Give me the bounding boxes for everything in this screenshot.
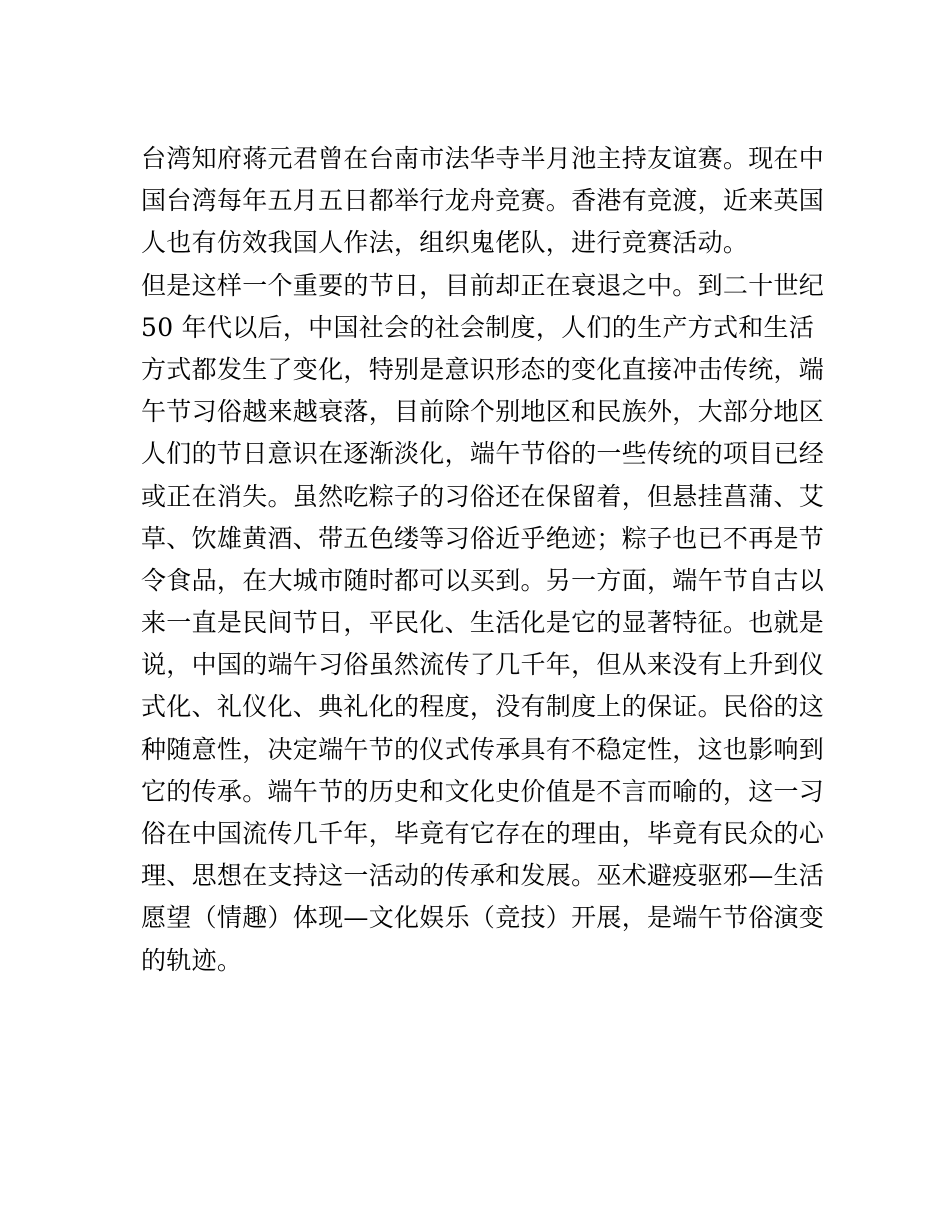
text-line: 人也有仿效我国人作法，组织鬼佬队，进行竞赛活动。 xyxy=(141,228,749,258)
text-line: 的轨迹。 xyxy=(141,945,243,975)
text-line: 或正在消失。虽然吃粽子的习俗还在保留着，但悬挂菖蒲、艾 xyxy=(141,481,825,511)
body-text xyxy=(141,138,825,982)
text-line: 国台湾每年五月五日都举行龙舟竞赛。香港有竞渡，近来英国 xyxy=(141,186,825,216)
text-line: 种随意性，决定端午节的仪式传承具有不稳定性，这也影响到 xyxy=(141,734,825,764)
text-line: 式化、礼仪化、典礼化的程度，没有制度上的保证。民俗的这 xyxy=(141,692,825,722)
text-line: 50 年代以后，中国社会的社会制度，人们的生产方式和生活 xyxy=(141,312,815,342)
text-line: 它的传承。端午节的历史和文化史价值是不言而喻的，这一习 xyxy=(141,776,825,806)
text-line: 来一直是民间节日，平民化、生活化是它的显著特征。也就是 xyxy=(141,608,825,638)
text-line: 说，中国的端午习俗虽然流传了几千年，但从来没有上升到仪 xyxy=(141,650,825,680)
text-line: 午节习俗越来越衰落，目前除个别地区和民族外，大部分地区 xyxy=(141,397,825,427)
paragraph-2 xyxy=(141,265,825,982)
text-line: 理、思想在支持这一活动的传承和发展。巫术避疫驱邪—生活 xyxy=(141,861,825,891)
text-line: 令食品，在大城市随时都可以买到。另一方面，端午节自古以 xyxy=(141,565,825,595)
text-line: 台湾知府蒋元君曾在台南市法华寺半月池主持友谊赛。现在中 xyxy=(141,144,825,173)
text-line: 俗在中国流传几千年，毕竟有它存在的理由，毕竟有民众的心 xyxy=(141,819,825,848)
text-line: 人们的节日意识在逐渐淡化，端午节俗的一些传统的项目已经 xyxy=(141,439,825,469)
paragraph-1 xyxy=(141,138,825,265)
text-line: 方式都发生了变化，特别是意识形态的变化直接冲击传统，端 xyxy=(141,354,825,384)
text-line: 愿望（情趣）体现—文化娱乐（竞技）开展，是端午节俗演变 xyxy=(141,903,825,933)
text-line: 草、饮雄黄酒、带五色缕等习俗近乎绝迹；粽子也已不再是节 xyxy=(141,523,825,553)
text-line: 但是这样一个重要的节日，目前却正在衰退之中。到二十世纪 xyxy=(141,270,825,300)
